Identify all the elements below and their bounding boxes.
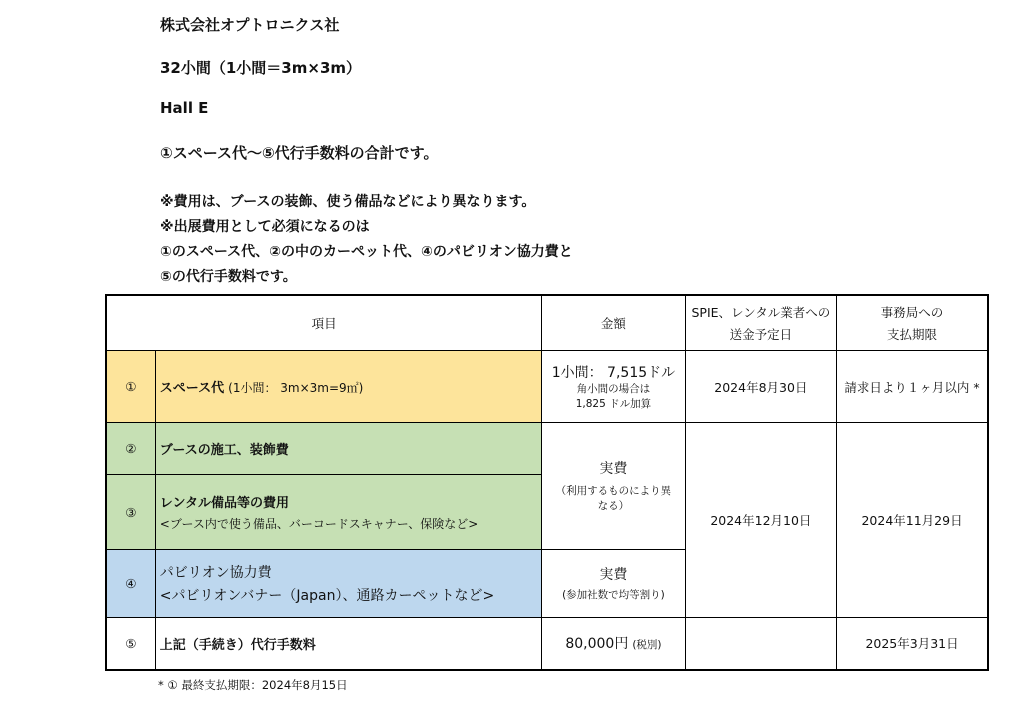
row-amount xyxy=(542,550,686,618)
note-line: ※出展費用として必須になるのは xyxy=(160,219,370,235)
amount-value: 実費 xyxy=(599,567,628,583)
header-item: 項目 xyxy=(106,295,542,351)
row-number: ① xyxy=(106,351,155,423)
row-deadline: 2025年3月31日 xyxy=(837,618,988,670)
info-value: ①スペース代～⑤代行手数料の合計です。 xyxy=(160,144,439,162)
amount-note: 角小間の場合は xyxy=(576,382,651,395)
row-item xyxy=(155,618,541,670)
footnote: * ① 最終支払期限：2024年8月15日 xyxy=(158,678,348,692)
header-send-date-line2: 送金予定日 xyxy=(729,327,793,342)
header-send-date xyxy=(685,295,836,351)
table-row xyxy=(106,351,988,423)
amount-value: 実費 xyxy=(599,461,628,477)
row-item-name: レンタル備品等の費用 xyxy=(159,496,289,511)
info-value: Hall E xyxy=(160,99,209,117)
amount-value: 1小間： 7,515ドル xyxy=(551,364,676,381)
row-send-date: 2024年8月30日 xyxy=(685,351,836,423)
row-item xyxy=(155,423,541,475)
row-send-date: 2024年12月10日 xyxy=(685,423,836,618)
row-item-name: 上記（手続き）代行手数料 xyxy=(159,637,316,653)
header-send-date-line1: SPIE、レンタル業者への xyxy=(691,305,831,320)
fee-notes xyxy=(160,190,573,290)
row-item xyxy=(155,475,541,550)
table-row xyxy=(106,423,988,475)
row-number: ④ xyxy=(106,550,155,618)
note-line: ※費用は、ブースの装飾、使う備品などにより異なります。 xyxy=(160,194,536,210)
row-amount xyxy=(542,423,686,550)
note-line: ①のスペース代、②の中のカーペット代、④のパビリオン協力費と xyxy=(160,244,573,260)
row-number: ② xyxy=(106,423,155,475)
row-item-name: ブースの施工、装飾費 xyxy=(159,443,289,458)
amount-value: 80,000円 xyxy=(565,636,629,653)
row-item-detail: <パビリオンバナー（Japan）、通路カーペットなど> xyxy=(159,588,495,604)
header-deadline-line2: 支払期限 xyxy=(887,327,938,342)
row-item xyxy=(155,550,541,618)
table-header-row xyxy=(106,295,988,351)
fee-table xyxy=(105,294,989,671)
amount-note: (税別) xyxy=(632,639,662,652)
amount-note: (参加社数で均等割り) xyxy=(562,589,665,601)
row-item xyxy=(155,351,541,423)
note-line: ⑤の代行手数料です。 xyxy=(160,269,297,285)
header-deadline xyxy=(837,295,988,351)
row-deadline: 2024年11月29日 xyxy=(837,423,988,618)
row-item-detail: <ブース内で使う備品、バーコードスキャナー、保険など> xyxy=(159,517,479,531)
row-amount xyxy=(542,618,686,670)
row-item-name: パビリオン協力費 xyxy=(159,565,272,581)
row-send-date xyxy=(685,618,836,670)
header-amount: 金額 xyxy=(542,295,686,351)
row-item-detail: (1小間： 3m×3m=9㎡) xyxy=(228,381,364,395)
table-row xyxy=(106,618,988,670)
info-value: 株式会社オプトロニクス社 xyxy=(160,16,340,34)
amount-note: 1,825 ドル加算 xyxy=(575,397,652,410)
amount-note: （利用するものにより異なる） xyxy=(555,485,672,512)
row-amount xyxy=(542,351,686,423)
row-number: ⑤ xyxy=(106,618,155,670)
row-deadline: 請求日より１ヶ月以内 * xyxy=(837,351,988,423)
header-deadline-line1: 事務局への xyxy=(880,305,944,320)
row-item-name: スペース代 xyxy=(159,381,225,396)
info-value: 32小間（1小間＝3m×3m） xyxy=(160,59,362,77)
row-number: ③ xyxy=(106,475,155,550)
